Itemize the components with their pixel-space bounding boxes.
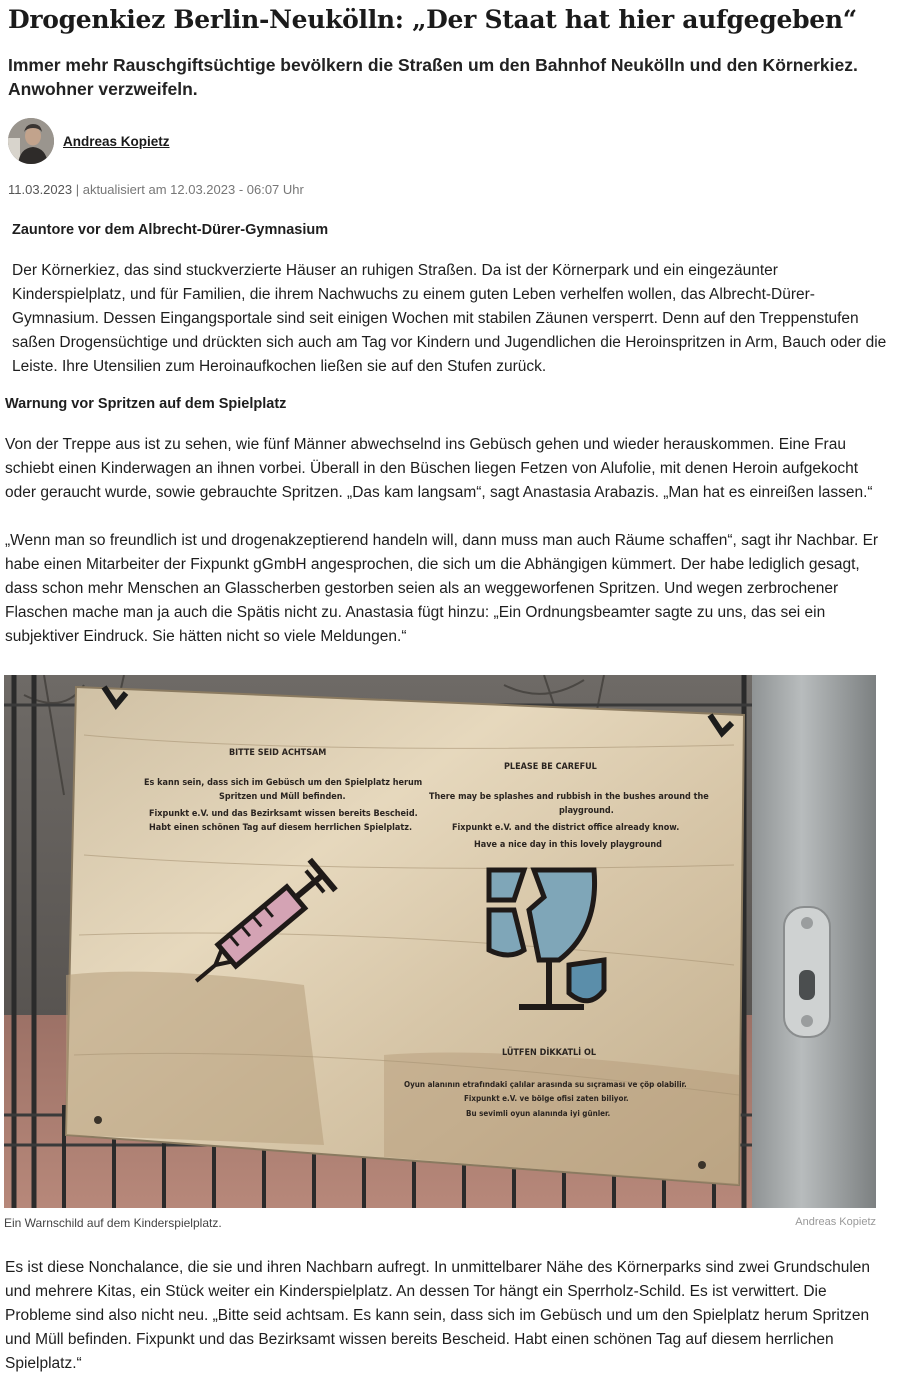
section-1 — [12, 218, 892, 379]
updated-timestamp: aktualisiert am 12.03.2023 - 06:07 Uhr — [82, 182, 304, 197]
sign-en-line: playground. — [559, 806, 614, 816]
author-link[interactable]: Andreas Kopietz — [63, 133, 170, 149]
sign-tr-line: Fixpunkt e.V. ve bölge ofisi zaten biliyor. — [464, 1094, 629, 1103]
publish-date: 11.03.2023 — [8, 182, 73, 197]
paragraph: Von der Treppe aus ist zu sehen, wie fünf Männer abwechselnd ins Gebüsch gehen und wieder herauskommen. Eine Frau schiebt einen Kinderwagen an ihnen vorbei. Überall in den Büschen liegen Fetzen von Alufolie, mit denen Heroin aufgekocht oder geraucht wurde, sowie gebrauchte Spritzen. „Das kam langsam“, sagt Anastasia Arabazis. „Man hat es einreißen lassen.“ — [5, 436, 873, 501]
dateline — [8, 182, 304, 197]
article-photo — [4, 675, 876, 1208]
sign-de-line: Es kann sein, dass sich im Gebüsch um den Spielplatz herum — [144, 778, 423, 788]
article-subheadline: Immer mehr Rauschgiftsüchtige bevölkern die Straßen um den Bahnhof Neukölln und den Körnerkiez. Anwohner verzweifeln. — [8, 55, 858, 99]
paragraph: Es ist diese Nonchalance, die sie und ihren Nachbarn aufregt. In unmittelbarer Nähe des Körnerparks sind zwei Grundschulen und mehrere Kitas, ein Stück weiter ein Kinderspielplatz. An dessen Tor hängt ein Sperrholz-Schild. Es ist verwittert. Die Probleme sind also nicht neu. „Bitte seid achtsam. Es kann sein, dass sich im Gebüsch und um den Spielplatz herum Spritzen und Müll befinden. Fixpunkt und das Bezirksamt wissen bereits Bescheid. Habt einen schönen Tag auf diesem herrlichen Spielplatz.“ — [5, 1259, 871, 1372]
sign-de-line: Fixpunkt e.V. und das Bezirksamt wissen bereits Bescheid. — [149, 809, 418, 819]
article-headline: Drogenkiez Berlin-Neukölln: „Der Staat hat hier aufgegeben“ — [8, 5, 857, 34]
sign-tr-title: LÜTFEN DİKKATLİ OL — [502, 1048, 596, 1058]
photo-caption: Ein Warnschild auf dem Kinderspielplatz. — [4, 1216, 222, 1230]
sign-tr-line: Bu sevimli oyun alanında iyi günler. — [466, 1109, 611, 1118]
sign-de-title: BITTE SEID ACHTSAM — [229, 748, 327, 758]
photo-credit: Andreas Kopietz — [795, 1216, 876, 1228]
sign-tr-line: Oyun alanının etrafındaki çalılar arasında su sıçraması ve çöp olabilir. — [404, 1080, 687, 1089]
warning-sign-photo — [4, 675, 876, 1208]
section-heading: Zauntore vor dem Albrecht-Dürer-Gymnasium — [12, 222, 329, 238]
paragraph: Der Körnerkiez, das sind stuckverzierte Häuser an ruhigen Straßen. Da ist der Körnerpark und ein eingezäunter Kinderspielplatz, und für Familien, die ihrem Nachwuchs zu einem guten Leben verhelfen wollen, das Albrecht-Dürer-Gymnasium. Dessen Eingangsportale sind seit einigen Wochen mit stabilen Zäunen versperrt. Denn auf den Treppenstufen saßen Drogensüchtige und drückten sich auch am Tag vor Kindern und Jugendlichen die Heroinspritzen in Arm, Bauch oder die Leiste. Ihre Utensilien zum Heroinaufkochen ließen sie auf den Stufen zurück. — [12, 262, 887, 375]
author-avatar — [8, 118, 54, 164]
section-2 — [5, 392, 891, 649]
sign-de-line: Spritzen und Müll befinden. — [219, 792, 346, 802]
sign-en-line: Fixpunkt e.V. and the district office already know. — [452, 823, 680, 833]
section-3 — [5, 1256, 891, 1376]
author-byline — [8, 118, 170, 164]
date-separator: | — [72, 182, 83, 197]
sign-en-line: There may be splashes and rubbish in the bushes around the — [429, 792, 709, 802]
sign-en-line: Have a nice day in this lovely playground — [474, 840, 662, 850]
sign-en-title: PLEASE BE CAREFUL — [504, 762, 597, 772]
avatar-portrait-icon — [8, 118, 54, 164]
paragraph: „Wenn man so freundlich ist und drogenakzeptierend handeln will, dann muss man auch Räume schaffen“, sagt ihr Nachbar. Er habe einen Mitarbeiter der Fixpunkt gGmbH angesprochen, die sich um die Abhängigen kümmert. Der habe lediglich gesagt, dass schon mehr Menschen an Glasscherben gestorben seien als an weggeworfenen Spritzen. Und wegen zerbrochener Flaschen mache man ja auch die Spätis nicht zu. Anastasia fügt hinzu: „Ein Ordnungsbeamter sagte zu uns, das sei ein subjektiver Eindruck. Sie hätten nicht so viele Meldungen.“ — [5, 532, 879, 645]
sign-de-line: Habt einen schönen Tag auf diesem herrlichen Spielplatz. — [149, 823, 413, 833]
section-heading: Warnung vor Spritzen auf dem Spielplatz — [5, 396, 287, 412]
